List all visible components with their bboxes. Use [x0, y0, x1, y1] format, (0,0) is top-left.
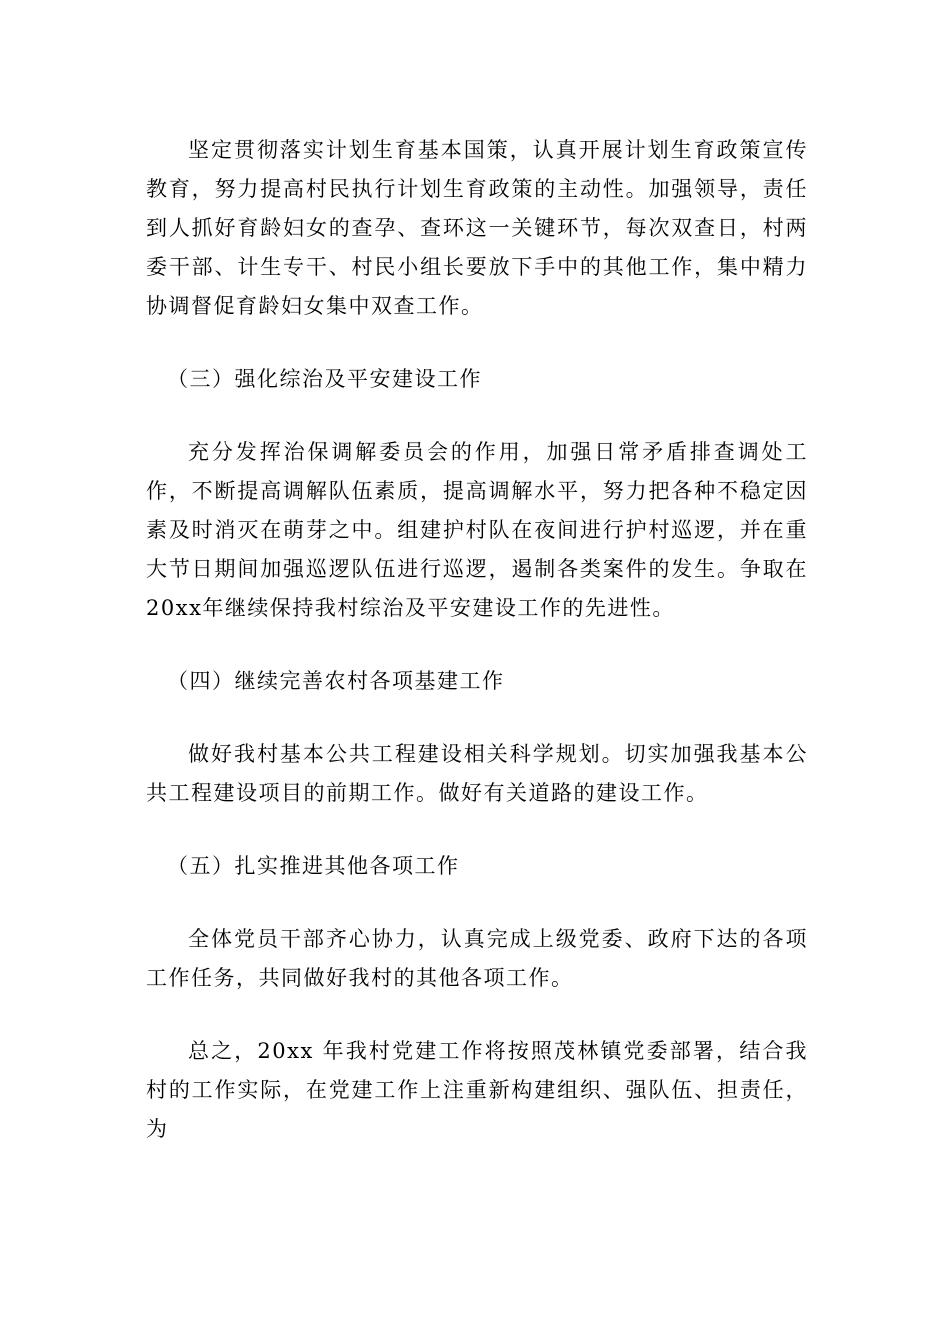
- paragraph-other-work: 全体党员干部齐心协力，认真完成上级党委、政府下达的各项工作任务，共同做好我村的其他各项工作。: [146, 927, 808, 990]
- document-page: [146, 131, 808, 1149]
- paragraph-family-planning: 坚定贯彻落实计划生育基本国策，认真开展计划生育政策宣传教育，努力提高村民执行计划生育政策的主动性。加强领导，责任到人抓好育龄妇女的查孕、查环这一关键环节，每次双查日，村两委干部、计生专干、村民小组长要放下手中的其他工作，集中精力协调督促育龄妇女集中双查工作。: [146, 138, 808, 318]
- section-heading-4: （四）继续完善农村各项基建工作: [167, 669, 505, 693]
- section-heading-5: （五）扎实推进其他各项工作: [167, 854, 460, 878]
- section-heading-3: （三）强化综治及平安建设工作: [167, 367, 482, 391]
- paragraph-infrastructure: 做好我村基本公共工程建设相关科学规划。切实加强我基本公共工程建设项目的前期工作。做好有关道路的建设工作。: [146, 742, 808, 805]
- paragraph-summary: 总之，20xx 年我村党建工作将按照茂林镇党委部署，结合我村的工作实际，在党建工作上注重新构建组织、强队伍、担责任，为: [146, 1039, 808, 1141]
- paragraph-public-security: 充分发挥治保调解委员会的作用，加强日常矛盾排查调处工作，不断提高调解队伍素质，提高调解水平，努力把各种不稳定因素及时消灭在萌芽之中。组建护村队在夜间进行护村巡逻，并在重大节日期间加强巡逻队伍进行巡逻，遏制各类案件的发生。争取在20xx年继续保持我村综治及平安建设工作的先进性。: [146, 440, 808, 620]
